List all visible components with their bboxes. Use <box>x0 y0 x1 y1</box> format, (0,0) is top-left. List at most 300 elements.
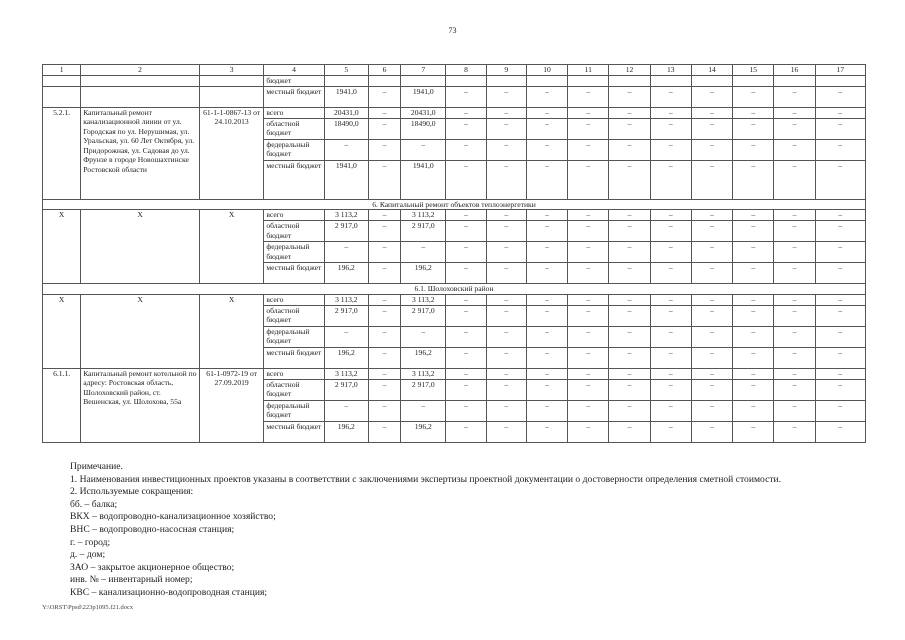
dash-cell: – <box>526 294 567 305</box>
note-line: 1. Наименования инвестиционных проектов указаны в соответствии с заключениями экспертизы проектной документации о достоверности определения сметной стоимости. <box>70 473 782 485</box>
value-total: – <box>324 242 368 263</box>
dash-cell: – <box>774 139 815 160</box>
value-col6: – <box>368 107 400 118</box>
note-line: ЗАО – закрытое акционерное общество; <box>70 561 235 573</box>
dash-cell: – <box>486 221 526 242</box>
table-row <box>43 86 866 107</box>
dash-cell: – <box>733 368 774 379</box>
value-col7: – <box>401 326 446 347</box>
value-total: 2 917,0 <box>324 379 368 400</box>
value-col6: – <box>368 242 400 263</box>
project-name: Х <box>81 294 200 368</box>
dash-cell: – <box>815 379 865 400</box>
table-cell <box>774 76 815 87</box>
dash-cell: – <box>650 379 691 400</box>
dash-cell: – <box>815 400 865 421</box>
dash-cell: – <box>774 379 815 400</box>
project-name: Капитальный ремонт котельной по адресу: Ростовская область, Шолоховский район, ст. Вешенская, ул. Шолохова, 55а <box>81 368 200 442</box>
value-col6: – <box>368 347 400 368</box>
dash-cell: – <box>733 210 774 221</box>
dash-cell: – <box>691 86 732 107</box>
row-number: 6.1.1. <box>43 368 81 442</box>
dash-cell: – <box>568 221 609 242</box>
dash-cell: – <box>568 210 609 221</box>
dash-cell: – <box>815 118 865 139</box>
dash-cell: – <box>609 347 650 368</box>
dash-cell: – <box>609 210 650 221</box>
dash-cell: – <box>446 160 486 199</box>
dash-cell: – <box>486 347 526 368</box>
dash-cell: – <box>609 221 650 242</box>
value-col6: – <box>368 86 400 107</box>
dash-cell: – <box>774 400 815 421</box>
budget-source: областной бюджет <box>264 221 324 242</box>
value-col6: – <box>368 294 400 305</box>
table-cell <box>401 76 446 87</box>
dash-cell: – <box>526 263 567 284</box>
project-code: Х <box>199 294 263 368</box>
dash-cell: – <box>446 326 486 347</box>
dash-cell: – <box>691 421 732 442</box>
value-total: 196,2 <box>324 263 368 284</box>
dash-cell: – <box>609 107 650 118</box>
dash-cell: – <box>691 139 732 160</box>
dash-cell: – <box>486 368 526 379</box>
project-code: 61-1-1-0867-13 от 24.10.2013 <box>199 107 263 199</box>
dash-cell: – <box>774 242 815 263</box>
budget-source: всего <box>264 210 324 221</box>
dash-cell: – <box>446 305 486 326</box>
column-header: 13 <box>650 65 691 76</box>
dash-cell: – <box>486 305 526 326</box>
dash-cell: – <box>650 242 691 263</box>
dash-cell: – <box>609 86 650 107</box>
table-row <box>43 76 866 87</box>
dash-cell: – <box>733 347 774 368</box>
dash-cell: – <box>774 107 815 118</box>
dash-cell: – <box>733 263 774 284</box>
dash-cell: – <box>815 294 865 305</box>
table-cell <box>691 76 732 87</box>
dash-cell: – <box>691 263 732 284</box>
value-col6: – <box>368 379 400 400</box>
value-col7: 1941,0 <box>401 86 446 107</box>
dash-cell: – <box>815 107 865 118</box>
budget-source: бюджет <box>264 76 324 87</box>
budget-source: областной бюджет <box>264 305 324 326</box>
value-col7: – <box>401 242 446 263</box>
value-col6: – <box>368 305 400 326</box>
dash-cell: – <box>650 305 691 326</box>
table-cell <box>199 86 263 107</box>
value-col7: 1941,0 <box>401 160 446 199</box>
dash-cell: – <box>446 107 486 118</box>
dash-cell: – <box>815 139 865 160</box>
value-total: 20431,0 <box>324 107 368 118</box>
value-total: 2 917,0 <box>324 221 368 242</box>
table-cell <box>609 76 650 87</box>
note-line: бб. – балка; <box>70 498 118 510</box>
budget-source: местный бюджет <box>264 86 324 107</box>
dash-cell: – <box>733 379 774 400</box>
row-number: 5.2.1. <box>43 107 81 199</box>
dash-cell: – <box>486 210 526 221</box>
column-header: 8 <box>446 65 486 76</box>
value-col7: 2 917,0 <box>401 379 446 400</box>
dash-cell: – <box>568 294 609 305</box>
table-cell <box>324 76 368 87</box>
dash-cell: – <box>774 160 815 199</box>
dash-cell: – <box>774 263 815 284</box>
dash-cell: – <box>733 139 774 160</box>
dash-cell: – <box>650 326 691 347</box>
value-col6: – <box>368 160 400 199</box>
dash-cell: – <box>774 210 815 221</box>
column-header: 4 <box>264 65 324 76</box>
dash-cell: – <box>609 379 650 400</box>
dash-cell: – <box>526 160 567 199</box>
file-path-footer: Y:\ORST\Ppsd\223p1095.f21.docx <box>42 604 134 611</box>
dash-cell: – <box>815 326 865 347</box>
dash-cell: – <box>650 107 691 118</box>
dash-cell: – <box>774 221 815 242</box>
dash-cell: – <box>446 242 486 263</box>
dash-cell: – <box>526 86 567 107</box>
value-col6: – <box>368 221 400 242</box>
dash-cell: – <box>650 421 691 442</box>
investment-table <box>42 64 866 443</box>
project-code: Х <box>199 210 263 284</box>
dash-cell: – <box>568 118 609 139</box>
budget-source: федеральный бюджет <box>264 400 324 421</box>
value-col7: 3 113,2 <box>401 210 446 221</box>
table-row <box>43 210 866 221</box>
column-header: 12 <box>609 65 650 76</box>
dash-cell: – <box>446 221 486 242</box>
dash-cell: – <box>446 368 486 379</box>
dash-cell: – <box>774 368 815 379</box>
dash-cell: – <box>446 421 486 442</box>
table-cell <box>81 86 200 107</box>
value-col7: 2 917,0 <box>401 305 446 326</box>
budget-source: федеральный бюджет <box>264 326 324 347</box>
value-col6: – <box>368 326 400 347</box>
dash-cell: – <box>650 347 691 368</box>
dash-cell: – <box>526 118 567 139</box>
dash-cell: – <box>691 210 732 221</box>
dash-cell: – <box>650 368 691 379</box>
column-header: 3 <box>199 65 263 76</box>
dash-cell: – <box>609 326 650 347</box>
dash-cell: – <box>609 305 650 326</box>
dash-cell: – <box>733 86 774 107</box>
dash-cell: – <box>815 263 865 284</box>
dash-cell: – <box>815 421 865 442</box>
dash-cell: – <box>774 118 815 139</box>
budget-source: областной бюджет <box>264 379 324 400</box>
dash-cell: – <box>609 118 650 139</box>
note-line: инв. № – инвентарный номер; <box>70 574 193 586</box>
dash-cell: – <box>733 118 774 139</box>
dash-cell: – <box>486 139 526 160</box>
table-cell <box>650 76 691 87</box>
note-line: КВС – канализационно-водопроводная станция; <box>70 586 268 598</box>
value-col7: – <box>401 400 446 421</box>
dash-cell: – <box>486 118 526 139</box>
dash-cell: – <box>650 118 691 139</box>
budget-source: федеральный бюджет <box>264 139 324 160</box>
budget-source: всего <box>264 368 324 379</box>
value-col7: – <box>401 139 446 160</box>
dash-cell: – <box>650 86 691 107</box>
note-line: г. – город; <box>70 536 111 548</box>
dash-cell: – <box>733 160 774 199</box>
dash-cell: – <box>568 368 609 379</box>
dash-cell: – <box>733 107 774 118</box>
dash-cell: – <box>815 160 865 199</box>
dash-cell: – <box>446 400 486 421</box>
dash-cell: – <box>609 139 650 160</box>
dash-cell: – <box>691 368 732 379</box>
dash-cell: – <box>486 160 526 199</box>
note-line: ВКХ – водопроводно-канализационное хозяйство; <box>70 511 276 523</box>
dash-cell: – <box>650 263 691 284</box>
dash-cell: – <box>650 294 691 305</box>
value-total: 2 917,0 <box>324 305 368 326</box>
dash-cell: – <box>733 400 774 421</box>
table-row <box>43 107 866 118</box>
dash-cell: – <box>568 86 609 107</box>
dash-cell: – <box>568 263 609 284</box>
value-col7: 196,2 <box>401 263 446 284</box>
value-total: 1941,0 <box>324 160 368 199</box>
budget-source: местный бюджет <box>264 347 324 368</box>
column-header: 7 <box>401 65 446 76</box>
dash-cell: – <box>568 347 609 368</box>
dash-cell: – <box>609 294 650 305</box>
dash-cell: – <box>526 400 567 421</box>
dash-cell: – <box>609 242 650 263</box>
value-col7: 20431,0 <box>401 107 446 118</box>
table-row <box>43 368 866 379</box>
value-total: 18490,0 <box>324 118 368 139</box>
dash-cell: – <box>568 379 609 400</box>
dash-cell: – <box>815 347 865 368</box>
dash-cell: – <box>650 160 691 199</box>
table-cell <box>368 76 400 87</box>
table-cell <box>446 76 486 87</box>
budget-source: федеральный бюджет <box>264 242 324 263</box>
table-cell <box>199 76 263 87</box>
value-col6: – <box>368 400 400 421</box>
note-line: 2. Используемые сокращения: <box>70 486 194 498</box>
dash-cell: – <box>526 379 567 400</box>
table-cell <box>568 76 609 87</box>
dash-cell: – <box>486 379 526 400</box>
dash-cell: – <box>526 139 567 160</box>
column-header: 11 <box>568 65 609 76</box>
note-line: ВНС – водопроводно-насосная станция; <box>70 523 235 535</box>
dash-cell: – <box>815 210 865 221</box>
section-row <box>43 284 866 295</box>
table-cell <box>43 76 81 87</box>
dash-cell: – <box>733 242 774 263</box>
value-col6: – <box>368 210 400 221</box>
dash-cell: – <box>568 305 609 326</box>
column-header: 5 <box>324 65 368 76</box>
column-header: 2 <box>81 65 200 76</box>
value-total: 3 113,2 <box>324 210 368 221</box>
budget-source: областной бюджет <box>264 118 324 139</box>
dash-cell: – <box>691 326 732 347</box>
dash-cell: – <box>774 305 815 326</box>
note-line: д. – дом; <box>70 549 106 561</box>
dash-cell: – <box>568 242 609 263</box>
dash-cell: – <box>691 107 732 118</box>
value-total: 3 113,2 <box>324 368 368 379</box>
dash-cell: – <box>691 294 732 305</box>
dash-cell: – <box>446 379 486 400</box>
dash-cell: – <box>486 107 526 118</box>
dash-cell: – <box>568 421 609 442</box>
dash-cell: – <box>446 139 486 160</box>
dash-cell: – <box>774 421 815 442</box>
dash-cell: – <box>609 160 650 199</box>
table-cell <box>526 76 567 87</box>
value-col6: – <box>368 118 400 139</box>
value-col7: 196,2 <box>401 421 446 442</box>
column-header: 15 <box>733 65 774 76</box>
budget-source: местный бюджет <box>264 263 324 284</box>
dash-cell: – <box>650 139 691 160</box>
dash-cell: – <box>815 86 865 107</box>
value-col7: 2 917,0 <box>401 221 446 242</box>
dash-cell: – <box>446 86 486 107</box>
table-cell <box>81 76 200 87</box>
dash-cell: – <box>691 221 732 242</box>
dash-cell: – <box>526 347 567 368</box>
dash-cell: – <box>446 210 486 221</box>
dash-cell: – <box>526 368 567 379</box>
section-row <box>43 199 866 210</box>
column-header: 9 <box>486 65 526 76</box>
dash-cell: – <box>526 421 567 442</box>
column-header: 1 <box>43 65 81 76</box>
dash-cell: – <box>733 294 774 305</box>
dash-cell: – <box>446 294 486 305</box>
dash-cell: – <box>609 400 650 421</box>
dash-cell: – <box>486 400 526 421</box>
dash-cell: – <box>486 242 526 263</box>
value-col7: 196,2 <box>401 347 446 368</box>
row-number: Х <box>43 294 81 368</box>
value-col6: – <box>368 263 400 284</box>
dash-cell: – <box>733 305 774 326</box>
dash-cell: – <box>691 305 732 326</box>
value-col7: 3 113,2 <box>401 294 446 305</box>
dash-cell: – <box>486 263 526 284</box>
dash-cell: – <box>691 118 732 139</box>
dash-cell: – <box>609 263 650 284</box>
dash-cell: – <box>815 242 865 263</box>
value-total: 196,2 <box>324 421 368 442</box>
value-total: – <box>324 326 368 347</box>
value-col6: – <box>368 421 400 442</box>
notes-section <box>70 461 781 600</box>
value-total: 3 113,2 <box>324 294 368 305</box>
project-code: 61-1-0972-19 от 27.09.2019 <box>199 368 263 442</box>
value-total: – <box>324 400 368 421</box>
header-row <box>43 65 866 76</box>
dash-cell: – <box>733 221 774 242</box>
dash-cell: – <box>774 347 815 368</box>
dash-cell: – <box>568 107 609 118</box>
page-number: 73 <box>448 26 457 35</box>
column-header: 17 <box>815 65 865 76</box>
dash-cell: – <box>446 263 486 284</box>
project-name: Капитальный ремонт канализационной линии от ул. Городская по ул. Нерушимая, ул. Уральская, ул. 60 Лет Октября, ул. Придорожная, ул. Садовая до ул. Фрунзе в городе Новошахтинске Ростовской области <box>81 107 200 199</box>
value-col6: – <box>368 368 400 379</box>
dash-cell: – <box>486 421 526 442</box>
dash-cell: – <box>526 221 567 242</box>
table-cell <box>733 76 774 87</box>
dash-cell: – <box>486 294 526 305</box>
value-total: 196,2 <box>324 347 368 368</box>
dash-cell: – <box>526 305 567 326</box>
dash-cell: – <box>774 294 815 305</box>
dash-cell: – <box>609 421 650 442</box>
dash-cell: – <box>526 210 567 221</box>
dash-cell: – <box>650 210 691 221</box>
dash-cell: – <box>815 368 865 379</box>
budget-source: всего <box>264 107 324 118</box>
table-cell <box>486 76 526 87</box>
dash-cell: – <box>650 400 691 421</box>
column-header: 14 <box>691 65 732 76</box>
value-col6: – <box>368 139 400 160</box>
notes-heading: Примечание. <box>70 461 123 472</box>
table-row <box>43 294 866 305</box>
budget-source: местный бюджет <box>264 421 324 442</box>
dash-cell: – <box>568 326 609 347</box>
dash-cell: – <box>609 368 650 379</box>
table-cell <box>43 86 81 107</box>
dash-cell: – <box>486 86 526 107</box>
value-col7: 18490,0 <box>401 118 446 139</box>
value-total: 1941,0 <box>324 86 368 107</box>
section-title: 6. Капитальный ремонт объектов теплоэнергетики <box>43 199 866 210</box>
dash-cell: – <box>691 347 732 368</box>
table-cell <box>815 76 865 87</box>
dash-cell: – <box>815 305 865 326</box>
dash-cell: – <box>446 347 486 368</box>
dash-cell: – <box>526 107 567 118</box>
column-header: 16 <box>774 65 815 76</box>
section-title: 6.1. Шолоховский район <box>43 284 866 295</box>
dash-cell: – <box>526 326 567 347</box>
dash-cell: – <box>526 242 567 263</box>
dash-cell: – <box>691 379 732 400</box>
budget-source: всего <box>264 294 324 305</box>
column-header: 10 <box>526 65 567 76</box>
project-name: Х <box>81 210 200 284</box>
value-col7: 3 113,2 <box>401 368 446 379</box>
dash-cell: – <box>691 400 732 421</box>
dash-cell: – <box>815 221 865 242</box>
column-header: 6 <box>368 65 400 76</box>
dash-cell: – <box>733 421 774 442</box>
dash-cell: – <box>774 326 815 347</box>
